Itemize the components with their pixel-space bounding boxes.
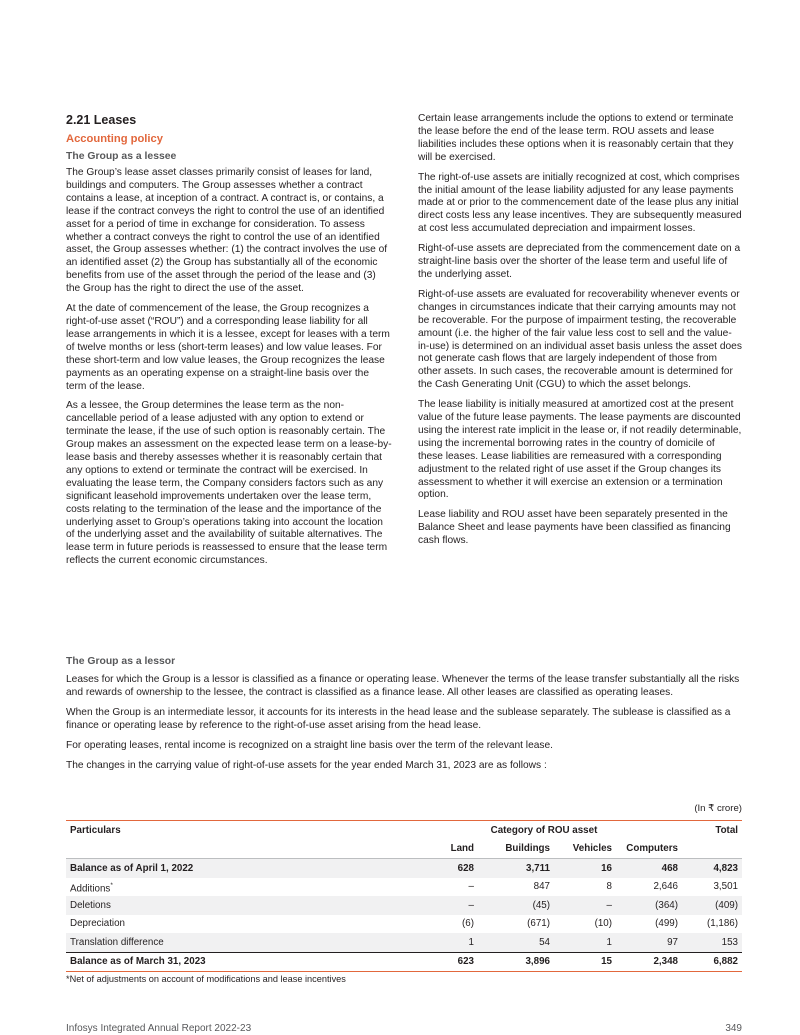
paragraph: Leases for which the Group is a lessor is classified as a finance or operating lease. Whenever the terms of the lease transfer substantially all the risks and rewards of ownership to the lessee, the contract is classified as a finance lease. All other leases are classified as operating leases. — [66, 674, 740, 698]
right-column — [418, 113, 742, 555]
page-number: 349 — [725, 1023, 742, 1034]
footnote-marker: * — [110, 881, 113, 889]
cell-value: 847 — [533, 881, 550, 893]
paragraph: The lease liability is initially measured at amortized cost at the present value of the future lease payments. The lease payments are discounted using the interest rate implicit in the lease or, if not readily determinable, using the incremental borrowing rates in the country of domicile of these leases. Lease liabilities are remeasured with a corresponding adjustment to the related right of use asset if the Group changes its assessment to whether it will exercise an extension or a termination option. — [418, 399, 742, 501]
paragraph: Lease liability and ROU asset have been separately presented in the Balance Sheet and lease payments have been classified as financing cash flows. — [418, 509, 731, 547]
paragraph: Right-of-use assets are evaluated for recoverability whenever events or changes in circumstances indicate that their carrying amounts may not be recoverable. For the purpose of impairment testing, the recoverable amount (i.e. the higher of the fair value less cost to sell and the value-in-use) is determined on an individual asset basis unless the asset does not generate cash flows that are largely independent of those from other assets. In such cases, the recoverable amount is determined for the Cash Generating Unit (CGU) to which the asset belongs. — [418, 288, 742, 391]
row-label-cell — [66, 878, 406, 897]
cell-value: 153 — [682, 933, 742, 952]
table-row — [66, 915, 742, 934]
paragraph: Right-of-use assets are depreciated from the commencement date on a straight-line basis over the shorter of the lease term and useful life of the underlying asset. — [418, 243, 741, 280]
cell-value: (45) — [478, 896, 554, 915]
paragraph: Certain lease arrangements include the options to extend or terminate the lease before the end of the lease term. ROU assets and lease liabilities includes these options when it is reasonably certain that they will be exercised. — [418, 113, 734, 163]
cell-value: (6) — [462, 918, 474, 930]
cell-value: (10) — [594, 918, 612, 930]
table-header-row — [66, 821, 742, 840]
left-column — [66, 113, 392, 575]
cell-value: (499) — [655, 918, 678, 930]
row-label: Balance as of April 1, 2022 — [66, 859, 406, 878]
rou-asset-table — [66, 820, 742, 972]
cell-value: (364) — [616, 896, 682, 915]
paragraph: As a lessee, the Group determines the lease term as the non-cancellable period of a lease adjusted with any option to extend or terminate the lease, if the use of such option is reasonably certain. The Group makes an assessment on the expected lease term on a lease-by-lease basis and thereby assesses whether it is reasonably certain that any options to extend or terminate the contract will be exercised. In evaluating the lease term, the Company considers factors such as any significant leasehold improvements undertaken over the lease term, costs relating to the termination of the lease and the importance of the underlying asset to Group’s operations taking into account the location of the underlying asset and the availability of suitable alternatives. The lease term in future periods is reassessed to ensure that the lease term reflects the current economic circumstances. — [66, 400, 392, 567]
cell-value: 3,711 — [478, 859, 554, 878]
paragraph: The changes in the carrying value of right-of-use assets for the year ended March 31, 2023 are as follows : — [66, 759, 547, 771]
lessor-heading: The Group as a lessor — [66, 656, 176, 667]
footer-report-title: Infosys Integrated Annual Report 2022-23 — [66, 1023, 252, 1034]
cell-value: 1 — [406, 933, 478, 952]
table-row — [66, 859, 742, 878]
cell-value: 54 — [478, 933, 554, 952]
paragraph: At the date of commencement of the lease, the Group recognizes a right-of-use asset (“ROU”) and a corresponding lease liability for all lease arrangements in which it is a lessee, except for leases with a term of twelve months or less (short-term leases) and low value leases. For these short-term and low value leases, the Group recognizes the lease payments as an operating expense on a straight-line basis over the term of the lease. — [66, 303, 390, 392]
cell-value: (1,186) — [706, 918, 738, 930]
subheader-computers: Computers — [626, 843, 678, 855]
cell-value: 16 — [554, 859, 616, 878]
subheader-land: Land — [450, 843, 474, 855]
lessee-heading: The Group as a lessee — [66, 151, 177, 162]
row-label: Depreciation — [70, 918, 126, 930]
row-label: Translation difference — [66, 933, 406, 952]
cell-value: 2,646 — [653, 881, 678, 893]
row-label: Additions — [70, 882, 111, 894]
cell-value: 468 — [616, 859, 682, 878]
cell-value: – — [406, 896, 478, 915]
subheader-buildings: Buildings — [505, 843, 550, 855]
table-unit: (In ₹ crore) — [694, 803, 742, 814]
table-row — [66, 952, 742, 972]
table-footnote: *Net of adjustments on account of modifications and lease incentives — [66, 974, 346, 984]
cell-value: 3,501 — [713, 881, 738, 893]
lessor-section — [66, 655, 742, 779]
category-header: Category of ROU asset — [406, 821, 682, 840]
section-title: 2.21 Leases — [66, 113, 137, 127]
table-row — [66, 896, 742, 915]
cell-value: 3,896 — [478, 952, 554, 972]
cell-value: 1 — [554, 933, 616, 952]
cell-value: 4,823 — [682, 859, 742, 878]
row-label: Deletions — [66, 896, 406, 915]
cell-value: 628 — [406, 859, 478, 878]
cell-value: 6,882 — [682, 952, 742, 972]
paragraph: The right-of-use assets are initially recognized at cost, which comprises the initial amount of the lease liability adjusted for any lease payments made at or prior to the commencement date of the lease plus any initial direct costs less any lease incentives. They are subsequently measured at cost less accumulated depreciation and impairment losses. — [418, 171, 742, 235]
cell-value: (671) — [527, 918, 550, 930]
cell-value: 8 — [606, 881, 612, 893]
cell-value: (409) — [682, 896, 742, 915]
paragraph: When the Group is an intermediate lessor, it accounts for its interests in the head lease and the sublease separately. The sublease is classified as a finance or operating lease by reference to the right-of-use asset arising from the head lease. — [66, 706, 731, 731]
paragraph: The Group’s lease asset classes primarily consist of leases for land, buildings and computers. The Group assesses whether a contract contains a lease, at inception of a contract. A contract is, or contains, a lease if the contract conveys the right to control the use of an identified asset for a period of time in exchange for consideration. To assess whether a contract conveys the right to control the use of an identified asset, the Group assesses whether: (1) the contract involves the use of an identified asset (2) the Group has substantially all of the economic benefits from use of the asset through the period of the lease and (3) the Group has the right to direct the use of the asset. — [66, 167, 388, 295]
accounting-policy-heading: Accounting policy — [66, 133, 163, 145]
subheader-vehicles: Vehicles — [572, 843, 612, 855]
particulars-header: Particulars — [66, 821, 406, 840]
row-label: Balance as of March 31, 2023 — [66, 952, 406, 972]
cell-value: 15 — [554, 952, 616, 972]
table-row — [66, 878, 742, 897]
table-subheader-row — [66, 840, 742, 859]
cell-value: 97 — [616, 933, 682, 952]
cell-value: – — [554, 896, 616, 915]
paragraph: For operating leases, rental income is recognized on a straight line basis over the term of the relevant lease. — [66, 739, 553, 751]
cell-value: 623 — [406, 952, 478, 972]
total-header: Total — [682, 821, 742, 840]
table-row — [66, 933, 742, 952]
cell-value: – — [468, 881, 474, 893]
cell-value: 2,348 — [616, 952, 682, 972]
